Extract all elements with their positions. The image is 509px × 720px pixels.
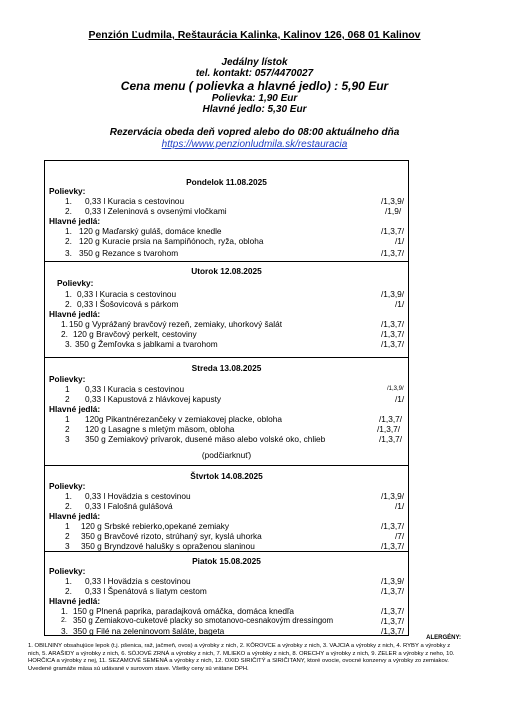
mains-label: Hlavné jedlá: (49, 404, 101, 414)
restaurant-link[interactable]: https://www.penzionludmila.sk/restauracia (161, 139, 348, 150)
menu-title: Jedálny lístok (221, 57, 288, 68)
mains-label: Hlavné jedlá: (49, 216, 101, 226)
mains-label: Hlavné jedlá: (49, 511, 101, 521)
main-price: Hlavné jedlo: 5,30 Eur (202, 104, 307, 115)
soup-price: Polievka: 1,90 Eur (211, 93, 298, 104)
day-title: Štvrtok 14.08.2025 (190, 471, 263, 481)
soups-label: Polievky: (49, 186, 86, 196)
day-title: Streda 13.08.2025 (191, 363, 262, 373)
menu-price: Cena menu ( polievka a hlavné jedlo) : 5,90 Eur (120, 79, 389, 93)
soups-label: Polievky: (49, 481, 86, 491)
soups-label: Polievky: (57, 278, 94, 288)
soups-label: Polievky: (49, 566, 86, 576)
restaurant-header: Penzión Ľudmila, Reštaurácia Kalinka, Kalinov 126, 068 01 Kalinov (88, 29, 421, 41)
allergens-label: ALERGÉNY: (426, 635, 461, 641)
underline-note: (podčiarknuť) (201, 450, 252, 460)
day-tuesday: Utorok 12.08.2025 Polievky: 1. 0,33 l Kuracia s cestovinou /1,3,9/ 2. 0,33 l Šošovicová s párkom /1/ Hlavné jedlá: 1. 150 g Vyprážaný bravčový rezeň, zemiaky, uhorkový šalát /1,3,7/ 2. 120 g Bravčový perkelt, cestoviny /1,3,7/ 3. 350 g Žemľovka s jablkami a tvarohom /1,3,7/ (45, 261, 408, 358)
mains-label: Hlavné jedlá: (49, 596, 101, 606)
day-title: Pondelok 11.08.2025 (186, 177, 267, 187)
reservation-note: Rezervácia obeda deň vopred alebo do 08:00 aktuálneho dňa (109, 127, 400, 138)
day-monday: Pondelok 11.08.2025 Polievky: 1. 0,33 l Kuracia s cestovinou /1,3,9/ 2. 0,33 l Zeleninová s ovsenými vločkami /1,9/ Hlavné jedlá: 1. 120 g Maďarský guláš, domáce knedle /1,3,7/ 2. 120 g Kuracie prsia na šampiňónoch, ryža, obloha /1/ 3. 350 g Rezance s tvarohom /1,3,7/ (45, 173, 408, 261)
menu-box (44, 160, 409, 636)
day-title: Piatok 15.08.2025 (192, 556, 261, 566)
day-friday: Piatok 15.08.2025 Polievky: 1. 0,33 l Hovädzia s cestovinou /1,3,9/ 2. 0,33 l Špenátová s liatym cestom /1,3,7/ Hlavné jedlá: 1. 150 g Plnená paprika, paradajková omáčka, domáca knedľa /1,3,7/ 2. 350 g Zemiakovo-cuketové placky so smotanovo-cesnakovým dressingom /1,3,7/ 3. 350 g Filé na zeleninovom šaláte, bageta /1,3,7/ (45, 551, 408, 636)
mains-label: Hlavné jedlá: (49, 309, 101, 319)
day-wednesday: Streda 13.08.2025 Polievky: 1 0,33 l Kuracia s cestovinou /1,3,9/ 2 0,33 l Kapustová z hlávkovej kapusty /1/ Hlavné jedlá: 1 120g Pikantnérezančeky v zemiakovej placke, obloha /1,3,7/ 2 120 g Lasagne s mletým mäsom, obloha /1,3,7/ 3 350 g Zemiakový prívarok, dusené mäso alebo volské oko, chlieb /1,3,7/ (podčiarknuť) (45, 357, 408, 466)
soups-label: Polievky: (49, 374, 86, 384)
day-title: Utorok 12.08.2025 (191, 266, 262, 276)
day-thursday: Štvrtok 14.08.2025 Polievky: 1. 0,33 l Hovädzia s cestovinou /1,3,9/ 2. 0,33 l Falošná gulášová /1/ Hlavné jedlá: 1 120 g Srbské rebierko,opekané zemiaky /1,3,7/ 2 350 g Bravčové rizoto, strúhaný syr, kyslá uhorka /7/ 3 350 g Bryndzové halušky s opraženou slaninou /1,3,7/ (45, 465, 408, 552)
allergens-text: 1. OBILNINY obsahujúce lepok (t.j. pšenica, raž, jačmeň, ovos) a výrobky z nich, 2. KÔROVCE a výrobky z nich, 3. VAJCIA a výrobky z nich, 4. RYBY a výrobky z nich, 5. ARAŠIDY a výrobky z nich, 6. SÓJOVÉ ZRNÁ a výrobky z nich, 7. MLIEKO a výrobky z nich, 8. ORECHY a výrobky z nich, 9. ZELER a výrobky z neho, 10. HORČICA a výrobky z nej, 11. SEZAMOVÉ SEMENÁ a výrobky z nich, 12. OXID SIRIČITÝ a SIRIČITANY, ktoré ovocie, ovocné konzervy a výrobky zo zemiakov. Uvedené gramáže mäsa sú udávané v surovom stave. Všetky ceny sú vrátane DPH. (28, 643, 455, 672)
contact-phone: tel. kontakt: 057/4470027 (195, 68, 314, 79)
